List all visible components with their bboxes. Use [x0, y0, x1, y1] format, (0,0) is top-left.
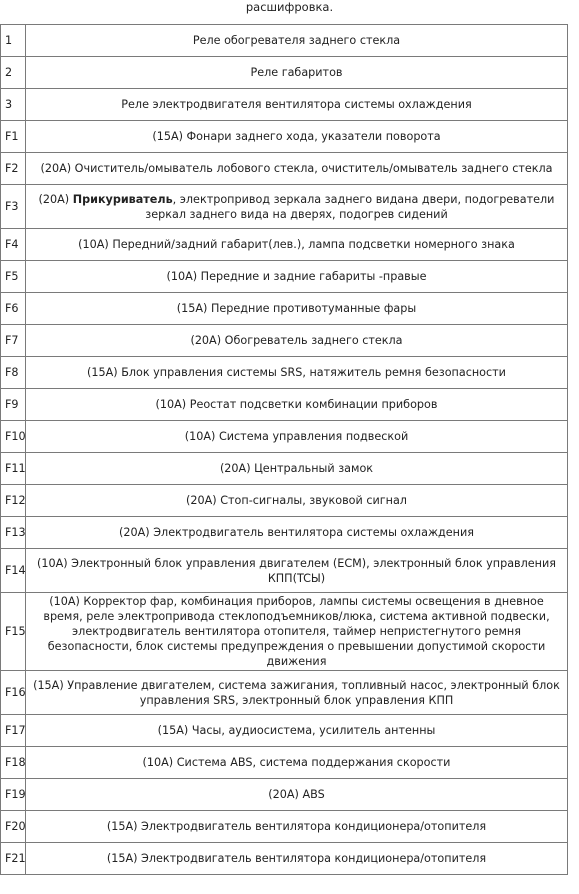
fuse-id-cell: F16	[1, 671, 26, 715]
fuse-description-text: Реостат подсветки комбинации приборов	[189, 398, 438, 411]
fuse-description-cell	[26, 153, 568, 185]
fuse-table	[0, 24, 568, 875]
fuse-description-text: Обогреватель заднего стекла	[224, 334, 403, 347]
fuse-amperage: (15A)	[33, 678, 64, 692]
fuse-amperage: (15A)	[152, 130, 183, 143]
fuse-description-cell	[26, 229, 568, 261]
fuse-description-text: Часы, аудиосистема, усилитель антенны	[191, 724, 436, 737]
fuse-description-text: Электродвигатель вентилятора кондиционера/отопителя	[141, 852, 487, 865]
fuse-amperage: (20A)	[219, 462, 251, 475]
fuse-amperage: (15A)	[106, 852, 138, 865]
fuse-id-cell: F12	[1, 485, 26, 517]
fuse-id-cell: F14	[1, 549, 26, 593]
fuse-description-text: Фонари заднего хода, указатели поворота	[186, 130, 441, 143]
fuse-description-cell	[26, 747, 568, 779]
table-row	[1, 121, 568, 153]
fuse-amperage: (20A)	[268, 788, 299, 801]
fuse-description-cell	[26, 517, 568, 549]
table-row	[1, 485, 568, 517]
fuse-description-text: Система ABS, система поддержания скорости	[176, 756, 451, 769]
fuse-id-cell: F9	[1, 389, 26, 421]
fuse-description-cell	[26, 593, 568, 671]
fuse-description-cell	[26, 389, 568, 421]
table-row	[1, 357, 568, 389]
fuse-description-cell	[26, 843, 568, 875]
fuse-id-cell: 2	[1, 57, 26, 89]
fuse-description-text: Реле обогревателя заднего стекла	[192, 34, 401, 47]
table-row	[1, 89, 568, 121]
fuse-highlight-text: Прикуриватель	[72, 192, 173, 206]
fuse-description-text: Система управления подвеской	[218, 430, 409, 443]
fuse-table-body	[1, 25, 568, 875]
fuse-description-text: ABS	[302, 788, 325, 801]
fuse-description-cell	[26, 421, 568, 453]
fuse-id-cell: 3	[1, 89, 26, 121]
fuse-id-cell: F15	[1, 593, 26, 671]
fuse-description-cell	[26, 549, 568, 593]
fuse-amperage: (15A)	[157, 724, 189, 737]
fuse-amperage: (15A)	[87, 366, 118, 379]
fuse-id-cell: F13	[1, 517, 26, 549]
fuse-amperage: (10A)	[142, 756, 174, 769]
table-row	[1, 779, 568, 811]
fuse-amperage: (15A)	[176, 302, 208, 315]
fuse-description-text: Передний/задний габарит(лев.), лампа подсветки номерного знака	[112, 238, 515, 251]
fuse-amperage: (20A)	[186, 494, 217, 507]
table-row	[1, 517, 568, 549]
fuse-id-cell: F18	[1, 747, 26, 779]
fuse-id-cell: F5	[1, 261, 26, 293]
table-row	[1, 811, 568, 843]
fuse-description-text: Центральный замок	[254, 462, 374, 475]
table-row	[1, 25, 568, 57]
table-row	[1, 389, 568, 421]
fuse-amperage: (15A)	[106, 820, 138, 833]
fuse-description-cell	[26, 325, 568, 357]
fuse-description-text: Реле габаритов	[250, 66, 343, 79]
fuse-amperage: (20A)	[38, 192, 70, 206]
fuse-id-cell: F8	[1, 357, 26, 389]
fuse-description-cell	[26, 185, 568, 229]
fuse-description-text: Очиститель/омыватель лобового стекла, очиститель/омыватель заднего стекла	[74, 162, 553, 175]
fuse-amperage: (10A)	[49, 595, 80, 608]
fuse-description-text: Стоп-сигналы, звуковой сигнал	[220, 494, 407, 507]
fuse-description-cell	[26, 357, 568, 389]
fuse-description-cell	[26, 485, 568, 517]
fuse-id-cell: 1	[1, 25, 26, 57]
fuse-description-cell	[26, 293, 568, 325]
fuse-description-cell	[26, 121, 568, 153]
fuse-description-cell	[26, 715, 568, 747]
fuse-description-cell	[26, 89, 568, 121]
table-row	[1, 671, 568, 715]
fuse-description-text: Реле электродвигателя вентилятора системы охлаждения	[121, 98, 472, 111]
fuse-id-cell: F2	[1, 153, 26, 185]
fuse-description-text: , электропривод зеркала заднего видана двери, подогреватели зеркал заднего вида на дверях, подогрев сидений	[145, 192, 555, 221]
fuse-id-cell: F1	[1, 121, 26, 153]
table-row	[1, 549, 568, 593]
fuse-amperage: (10A)	[78, 238, 109, 251]
fuse-description-cell	[26, 25, 568, 57]
fuse-amperage: (10A)	[184, 430, 216, 443]
fuse-description-text: Управление двигателем, система зажигания, топливный насос, электронный блок управления SRS, электронный блок управления КПП	[67, 678, 560, 707]
fuse-description-text: Передние и задние габариты -правые	[200, 270, 427, 283]
fuse-id-cell: F17	[1, 715, 26, 747]
table-row	[1, 747, 568, 779]
fuse-amperage: (10A)	[36, 556, 68, 570]
fuse-amperage: (10A)	[155, 398, 187, 411]
fuse-description-cell	[26, 811, 568, 843]
table-row	[1, 593, 568, 671]
table-row	[1, 843, 568, 875]
table-row	[1, 153, 568, 185]
fuse-description-cell	[26, 57, 568, 89]
table-row	[1, 229, 568, 261]
fuse-id-cell: F4	[1, 229, 26, 261]
fuse-description-cell	[26, 671, 568, 715]
fuse-description-text: Блок управления системы SRS, натяжитель ремня безопасности	[121, 366, 506, 379]
fuse-description-text: Электронный блок управления двигателем (ECM), электронный блок управления КПП(TCЫ)	[71, 556, 556, 585]
fuse-description-text: Электродвигатель вентилятора системы охлаждения	[153, 526, 474, 539]
table-row	[1, 185, 568, 229]
table-row	[1, 325, 568, 357]
fuse-amperage: (10A)	[166, 270, 198, 283]
fuse-id-cell: F3	[1, 185, 26, 229]
fuse-id-cell: F6	[1, 293, 26, 325]
table-row	[1, 421, 568, 453]
fuse-description-cell	[26, 453, 568, 485]
table-row	[1, 57, 568, 89]
table-row	[1, 453, 568, 485]
fuse-id-cell: F10	[1, 421, 26, 453]
table-caption: расшифровка.	[245, 0, 334, 14]
table-row	[1, 293, 568, 325]
fuse-id-cell: F11	[1, 453, 26, 485]
fuse-description-text: Корректор фар, комбинация приборов, лампы системы освещения в дневное время, реле электропривода стеклоподъемников/люка, система активной подвески, электродвигатель вентилятора отопителя, таймер непристегнутого ремня безопасности, блок системы предупреждения о превышении допустимой скорости движения	[43, 595, 550, 668]
fuse-amperage: (20A)	[119, 526, 150, 539]
fuse-id-cell: F19	[1, 779, 26, 811]
fuse-id-cell: F21	[1, 843, 26, 875]
fuse-id-cell: F20	[1, 811, 26, 843]
table-row	[1, 261, 568, 293]
table-row	[1, 715, 568, 747]
fuse-description-text: Электродвигатель вентилятора кондиционера/отопителя	[141, 820, 487, 833]
fuse-amperage: (20A)	[40, 162, 72, 175]
fuse-description-text: Передние противотуманные фары	[210, 302, 417, 315]
fuse-description-cell	[26, 779, 568, 811]
fuse-id-cell: F7	[1, 325, 26, 357]
fuse-amperage: (20A)	[190, 334, 222, 347]
fuse-description-cell	[26, 261, 568, 293]
